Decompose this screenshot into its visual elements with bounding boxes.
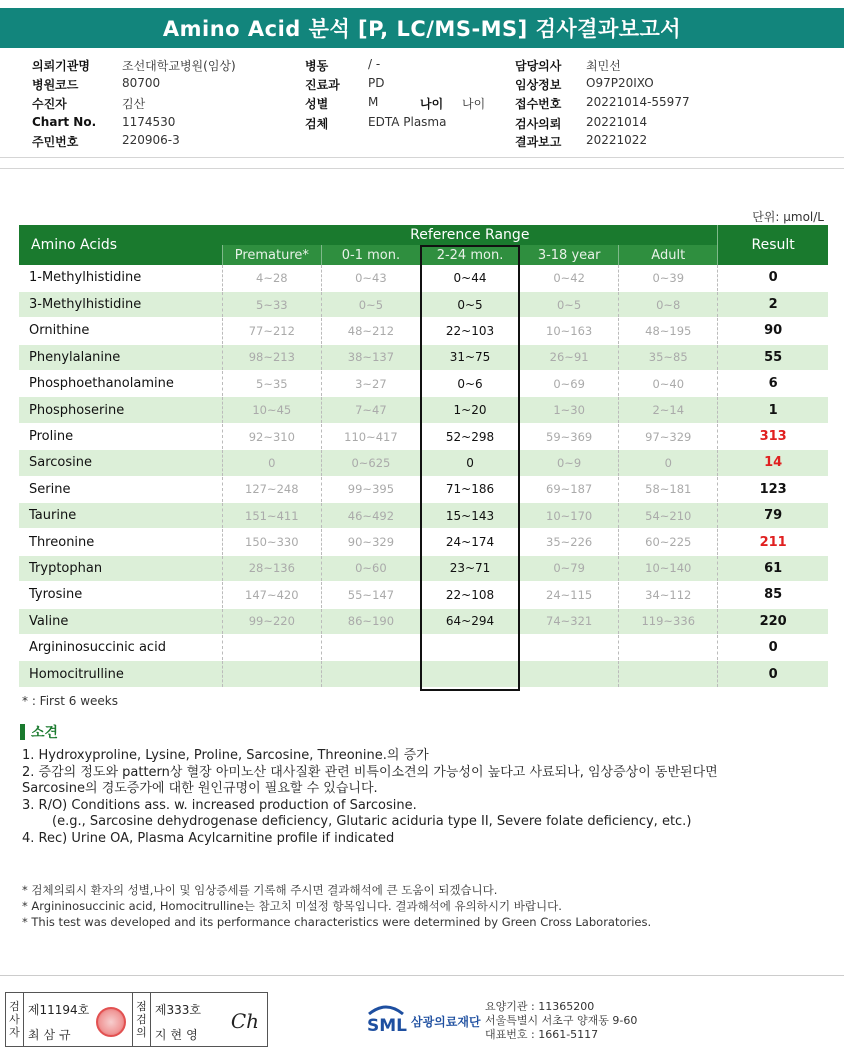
footnote: * : First 6 weeks — [22, 694, 118, 708]
reference-cell — [321, 661, 420, 687]
reference-cell: 2~14 — [619, 397, 718, 423]
table-row — [19, 265, 828, 291]
reference-cell — [420, 661, 519, 687]
col-reference-range: Reference Range — [222, 225, 718, 245]
result-cell: 313 — [718, 423, 828, 449]
reference-cell: 0 — [222, 450, 321, 476]
logo-org: 삼광의료재단 — [411, 1014, 481, 1029]
patient-value: 김산 — [122, 97, 146, 111]
table-row — [19, 318, 828, 344]
result-cell: 0 — [718, 661, 828, 687]
reference-cell: 10~45 — [222, 397, 321, 423]
dept-label: 진료과 — [305, 78, 340, 92]
reference-cell: 127~248 — [222, 476, 321, 502]
reference-cell — [222, 634, 321, 660]
amino-acid-name: 3-Methylhistidine — [19, 291, 222, 317]
v-char: 의 — [136, 1026, 147, 1039]
finding-line: Sarcosine의 경도증가에 대한 원인규명이 필요할 수 있습니다. — [22, 781, 378, 796]
reference-cell: 7~47 — [321, 397, 420, 423]
v-char: 검 — [136, 1013, 147, 1026]
reference-cell: 55~147 — [321, 582, 420, 608]
table-row — [19, 371, 828, 397]
reference-cell: 60~225 — [619, 529, 718, 555]
patient-label: 수진자 — [32, 97, 67, 111]
amino-acid-name: Tyrosine — [19, 582, 222, 608]
unit-label: 단위: μmol/L — [752, 210, 824, 224]
table-row — [19, 608, 828, 634]
table-row — [19, 529, 828, 555]
reference-cell: 52~298 — [420, 423, 519, 449]
address-line: 요양기관 : 11365200 — [485, 1000, 595, 1013]
reference-cell: 69~187 — [520, 476, 619, 502]
notes — [22, 882, 651, 930]
reference-cell: 77~212 — [222, 318, 321, 344]
finding-line: 4. Rec) Urine OA, Plasma Acylcarnitine profile if indicated — [22, 830, 395, 846]
reference-cell: 99~395 — [321, 476, 420, 502]
reference-cell: 0~625 — [321, 450, 420, 476]
reference-cell: 0~5 — [420, 291, 519, 317]
doctor-value: 최민선 — [586, 59, 621, 73]
clinical-value: O97P20IXO — [586, 76, 654, 90]
findings — [22, 748, 718, 847]
finding-line: (e.g., Sarcosine dehydrogenase deficiency, Glutaric aciduria type II, Severe folate deficiency, etc.) — [52, 814, 692, 829]
reference-cell: 26~91 — [520, 344, 619, 370]
reference-cell: 0 — [420, 450, 519, 476]
address-line: 서울특별시 서초구 양재동 9-60 — [485, 1014, 638, 1027]
clinical-label: 임상정보 — [515, 78, 562, 92]
reference-cell: 151~411 — [222, 503, 321, 529]
table-row — [19, 397, 828, 423]
chart-label: Chart No. — [32, 115, 97, 129]
reference-cell: 86~190 — [321, 608, 420, 634]
result-cell: 90 — [718, 318, 828, 344]
reference-cell — [520, 634, 619, 660]
reference-cell: 1~30 — [520, 397, 619, 423]
reference-cell: 10~163 — [520, 318, 619, 344]
amino-acid-name: Phenylalanine — [19, 344, 222, 370]
amino-acid-name: Argininosuccinic acid — [19, 634, 222, 660]
divider — [0, 168, 844, 169]
col-result: Result — [718, 225, 828, 265]
amino-acid-name: Sarcosine — [19, 450, 222, 476]
reference-cell: 10~140 — [619, 555, 718, 581]
table-row — [19, 423, 828, 449]
table-row — [19, 291, 828, 317]
ward-value: / - — [368, 57, 381, 71]
amino-acid-name: Phosphoethanolamine — [19, 371, 222, 397]
v-char: 사 — [9, 1013, 20, 1026]
amino-acid-name: Tryptophan — [19, 555, 222, 581]
reference-cell: 24~115 — [520, 582, 619, 608]
reference-cell: 34~112 — [619, 582, 718, 608]
reviewer-name: 지현영 — [154, 1028, 202, 1042]
reference-cell: 23~71 — [420, 555, 519, 581]
table-row — [19, 450, 828, 476]
logo-arc-icon — [365, 1000, 407, 1034]
tester-cell — [24, 993, 133, 1046]
result-cell: 123 — [718, 476, 828, 502]
note-line: * Argininosuccinic acid, Homocitrulline는 참고치 미설정 항목입니다. 결과해석에 유의하시기 바랍니다. — [22, 899, 562, 913]
reference-cell: 4~28 — [222, 265, 321, 291]
col-premature: Premature* — [222, 245, 321, 265]
institution-label: 의뢰기관명 — [32, 59, 90, 73]
reference-cell: 22~103 — [420, 318, 519, 344]
chart-value: 1174530 — [122, 115, 176, 129]
reference-cell: 1~20 — [420, 397, 519, 423]
reference-cell: 35~226 — [520, 529, 619, 555]
result-cell: 0 — [718, 634, 828, 660]
age-value: 나이 — [462, 97, 486, 111]
reviewer-vertical-label — [133, 993, 151, 1046]
table-row — [19, 503, 828, 529]
reference-cell: 0 — [619, 450, 718, 476]
specimen-value: EDTA Plasma — [368, 115, 447, 129]
result-cell: 1 — [718, 397, 828, 423]
lab-address — [485, 1000, 637, 1042]
reference-cell: 97~329 — [619, 423, 718, 449]
reference-cell: 147~420 — [222, 582, 321, 608]
result-cell: 85 — [718, 582, 828, 608]
receipt-value: 20221014-55977 — [586, 95, 690, 109]
col-3-18-year: 3-18 year — [520, 245, 619, 265]
tester-license: 제11194호 — [27, 1003, 90, 1017]
reference-cell — [420, 634, 519, 660]
address-line: 대표번호 : 1661-5117 — [485, 1028, 599, 1041]
amino-acid-name: Threonine — [19, 529, 222, 555]
tester-name: 최삼규 — [27, 1028, 75, 1042]
result-cell: 79 — [718, 503, 828, 529]
result-cell: 6 — [718, 371, 828, 397]
finding-line: 1. Hydroxyproline, Lysine, Proline, Sarcosine, Threonine.의 증가 — [22, 748, 429, 763]
report-label: 결과보고 — [515, 135, 562, 149]
signature-icon: Ch — [230, 1009, 259, 1033]
reference-cell: 90~329 — [321, 529, 420, 555]
reference-cell: 99~220 — [222, 608, 321, 634]
reference-cell — [222, 661, 321, 687]
reference-cell: 64~294 — [420, 608, 519, 634]
reference-cell: 35~85 — [619, 344, 718, 370]
v-char: 점 — [136, 1000, 147, 1013]
finding-line: 2. 증감의 정도와 pattern상 혈장 아미노산 대사질환 관련 비특이소견의 가능성이 높다고 사료되나, 임상증상이 동반된다면 — [22, 764, 718, 780]
table-row — [19, 582, 828, 608]
reference-cell: 150~330 — [222, 529, 321, 555]
dept-value: PD — [368, 76, 385, 90]
order-label: 주민번호 — [32, 135, 79, 149]
amino-acid-name: Taurine — [19, 503, 222, 529]
logo-mark: SML — [367, 1016, 407, 1034]
col-adult: Adult — [619, 245, 718, 265]
reference-cell: 58~181 — [619, 476, 718, 502]
table-row — [19, 555, 828, 581]
reference-cell: 0~6 — [420, 371, 519, 397]
footer-divider — [0, 975, 844, 976]
col-amino-acids: Amino Acids — [19, 225, 222, 265]
amino-acid-name: Proline — [19, 423, 222, 449]
tester-vertical-label — [6, 993, 24, 1046]
reference-cell — [619, 634, 718, 660]
receipt-label: 접수번호 — [515, 97, 562, 111]
reference-cell: 0~43 — [321, 265, 420, 291]
col-2-24-mon: 2-24 mon. — [420, 245, 519, 265]
seal-icon — [96, 1007, 126, 1037]
reference-cell — [619, 661, 718, 687]
reference-cell: 74~321 — [520, 608, 619, 634]
amino-acid-name: Ornithine — [19, 318, 222, 344]
reference-cell: 5~35 — [222, 371, 321, 397]
note-line: * This test was developed and its performance characteristics were determined by Green Cross Laboratories. — [22, 915, 652, 929]
section-marker — [20, 724, 25, 740]
reference-cell: 54~210 — [619, 503, 718, 529]
sml-logo — [365, 1000, 481, 1034]
amino-acid-name: Valine — [19, 608, 222, 634]
amino-acid-name: Serine — [19, 476, 222, 502]
signature-box — [5, 992, 268, 1047]
report-title: Amino Acid 분석 [P, LC/MS-MS] 검사결과보고서 — [0, 8, 844, 48]
reference-cell — [321, 634, 420, 660]
result-cell: 61 — [718, 555, 828, 581]
hospital-code-value: 80700 — [122, 76, 161, 90]
result-cell: 14 — [718, 450, 828, 476]
reference-cell: 3~27 — [321, 371, 420, 397]
amino-acid-name: Homocitrulline — [19, 661, 222, 687]
reference-cell: 48~195 — [619, 318, 718, 344]
sex-label: 성별 — [305, 97, 329, 111]
reference-cell: 0~9 — [520, 450, 619, 476]
amino-acid-table — [19, 225, 828, 688]
reference-cell: 0~39 — [619, 265, 718, 291]
result-cell: 220 — [718, 608, 828, 634]
table-row — [19, 476, 828, 502]
reference-cell: 0~60 — [321, 555, 420, 581]
reference-cell: 22~108 — [420, 582, 519, 608]
v-char: 검 — [9, 1000, 20, 1013]
reference-cell: 38~137 — [321, 344, 420, 370]
amino-acid-name: Phosphoserine — [19, 397, 222, 423]
findings-title-text: 소견 — [31, 725, 59, 741]
note-line: * 검체의뢰시 환자의 성별,나이 및 임상증세를 기록해 주시면 결과해석에 큰 도움이 되겠습니다. — [22, 883, 498, 897]
reviewer-cell — [151, 993, 267, 1046]
reference-cell: 0~5 — [321, 291, 420, 317]
reference-cell: 0~5 — [520, 291, 619, 317]
findings-title — [20, 722, 58, 742]
result-cell: 211 — [718, 529, 828, 555]
institution-value: 조선대학교병원(임상) — [122, 59, 236, 73]
sex-value: M — [368, 95, 379, 109]
reference-cell: 0~42 — [520, 265, 619, 291]
col-0-1-mon: 0-1 mon. — [321, 245, 420, 265]
result-cell: 55 — [718, 344, 828, 370]
result-cell: 2 — [718, 291, 828, 317]
reviewer-license: 제333호 — [154, 1003, 201, 1017]
patient-info — [0, 55, 844, 155]
ward-label: 병동 — [305, 59, 329, 73]
reference-cell: 48~212 — [321, 318, 420, 344]
request-value: 20221014 — [586, 115, 648, 129]
finding-line: 3. R/O) Conditions ass. w. increased production of Sarcosine. — [22, 797, 417, 813]
request-label: 검사의뢰 — [515, 117, 562, 131]
reference-cell: 31~75 — [420, 344, 519, 370]
reference-cell: 28~136 — [222, 555, 321, 581]
reference-cell: 98~213 — [222, 344, 321, 370]
table-row — [19, 661, 828, 687]
reference-cell: 46~492 — [321, 503, 420, 529]
reference-cell: 0~69 — [520, 371, 619, 397]
reference-cell — [520, 661, 619, 687]
table-row — [19, 344, 828, 370]
reference-cell: 0~79 — [520, 555, 619, 581]
doctor-label: 담당의사 — [515, 59, 562, 73]
reference-cell: 110~417 — [321, 423, 420, 449]
result-cell: 0 — [718, 265, 828, 291]
reference-cell: 71~186 — [420, 476, 519, 502]
divider — [0, 157, 844, 158]
age-label: 나이 — [420, 97, 444, 111]
hospital-code-label: 병원코드 — [32, 78, 79, 92]
reference-cell: 5~33 — [222, 291, 321, 317]
report-value: 20221022 — [586, 133, 648, 147]
v-char: 자 — [9, 1026, 20, 1039]
reference-cell: 0~44 — [420, 265, 519, 291]
reference-cell: 0~40 — [619, 371, 718, 397]
reference-cell: 15~143 — [420, 503, 519, 529]
table-row — [19, 634, 828, 660]
reference-cell: 119~336 — [619, 608, 718, 634]
reference-cell: 92~310 — [222, 423, 321, 449]
reference-cell: 0~8 — [619, 291, 718, 317]
reference-cell: 59~369 — [520, 423, 619, 449]
reference-cell: 24~174 — [420, 529, 519, 555]
specimen-label: 검체 — [305, 117, 329, 131]
order-value: 220906-3 — [122, 133, 180, 147]
amino-acid-name: 1-Methylhistidine — [19, 265, 222, 291]
reference-cell: 10~170 — [520, 503, 619, 529]
